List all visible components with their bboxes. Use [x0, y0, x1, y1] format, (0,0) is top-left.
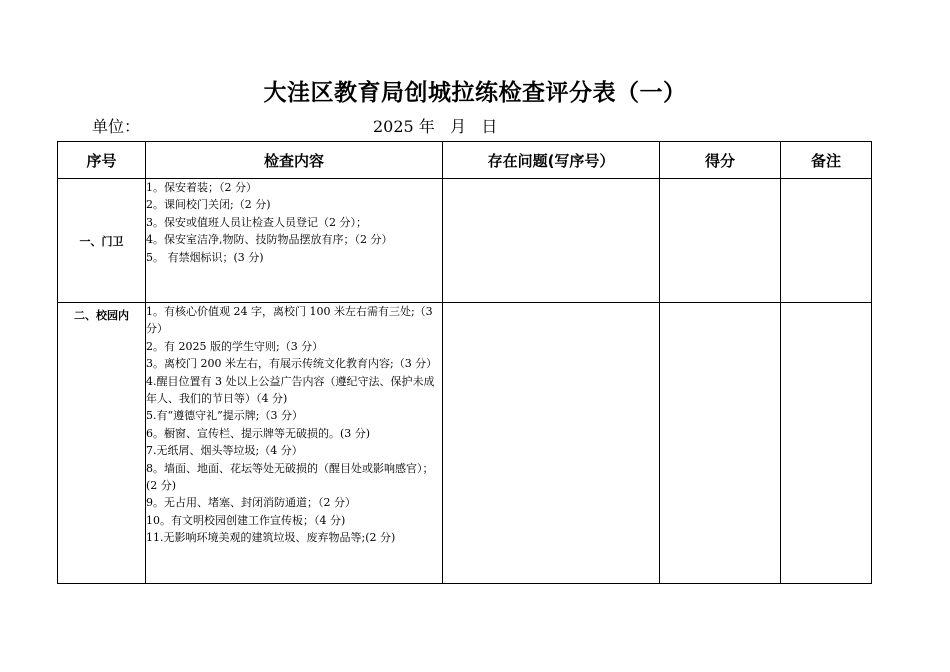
remarks-cell[interactable]: [781, 179, 872, 303]
category-cell: 一、门卫: [58, 179, 146, 303]
content-cell: [146, 179, 443, 303]
header-score: 得分: [660, 142, 781, 179]
header-content: 检查内容: [146, 142, 443, 179]
table-row-gate: [58, 179, 872, 303]
check-item: 10。有文明校园创建工作宣传板；（4 分): [146, 513, 346, 527]
check-item: 5.有“遵德守礼”提示牌;（3 分）: [146, 409, 303, 423]
page-title: 大洼区教育局创城拉练检查评分表（一）: [263, 80, 687, 106]
header-problems: 存在问题(写序号）: [443, 142, 660, 179]
check-item: 5。 有禁烟标识；(3 分): [146, 250, 264, 264]
check-item: 3。离校门 200 米左右，有展示传统文化教育内容;（3 分）: [146, 357, 438, 371]
header-serial: 序号: [58, 142, 146, 179]
score-table: [57, 141, 872, 584]
check-item: 6。橱窗、宣传栏、提示牌等无破损的。(3 分): [146, 426, 371, 440]
check-item: 1。有核心价值观 24 字，离校门 100 米左右需有三处;（3 分）: [146, 305, 433, 336]
date-line: 2025 年 月 日: [373, 117, 498, 136]
header-row: [58, 142, 872, 179]
check-item: 8。墙面、地面、花坛等处无破损的（醒目处或影响感官）；(2 分): [146, 461, 434, 493]
check-item: 2。课间校门关闭;（2 分): [146, 198, 271, 212]
remarks-cell[interactable]: [781, 303, 872, 584]
check-item: 1。保安着装；（2 分）: [146, 181, 257, 194]
check-item: 4。保安室洁净,物防、技防物品摆放有序；（2 分）: [146, 233, 393, 247]
problems-cell[interactable]: [443, 179, 660, 303]
score-cell[interactable]: [660, 179, 781, 303]
check-item: 2。有 2025 版的学生守则;（3 分）: [146, 339, 324, 353]
check-item: 9。无占用、堵塞、封闭消防通道；（2 分）: [146, 496, 356, 510]
score-cell[interactable]: [660, 303, 781, 584]
check-item: 11.无影响环境美观的建筑垃圾、废弃物品等;(2 分): [146, 531, 396, 545]
unit-label: 单位：: [92, 117, 141, 136]
table-row-campus: [58, 303, 872, 584]
content-cell: [146, 303, 443, 584]
check-item: 7.无纸屑、烟头等垃圾;（4 分）: [146, 444, 303, 458]
check-item: 3。保安或值班人员让检查人员登记（2 分）；: [146, 215, 367, 229]
problems-cell[interactable]: [443, 303, 660, 584]
header-remarks: 备注: [781, 142, 872, 179]
check-item: 4.醒目位置有 3 处以上公益广告内容（遵纪守法、保护未成年人、我们的节日等）（4 分): [146, 374, 435, 406]
category-cell: 二、校园内: [58, 303, 146, 584]
